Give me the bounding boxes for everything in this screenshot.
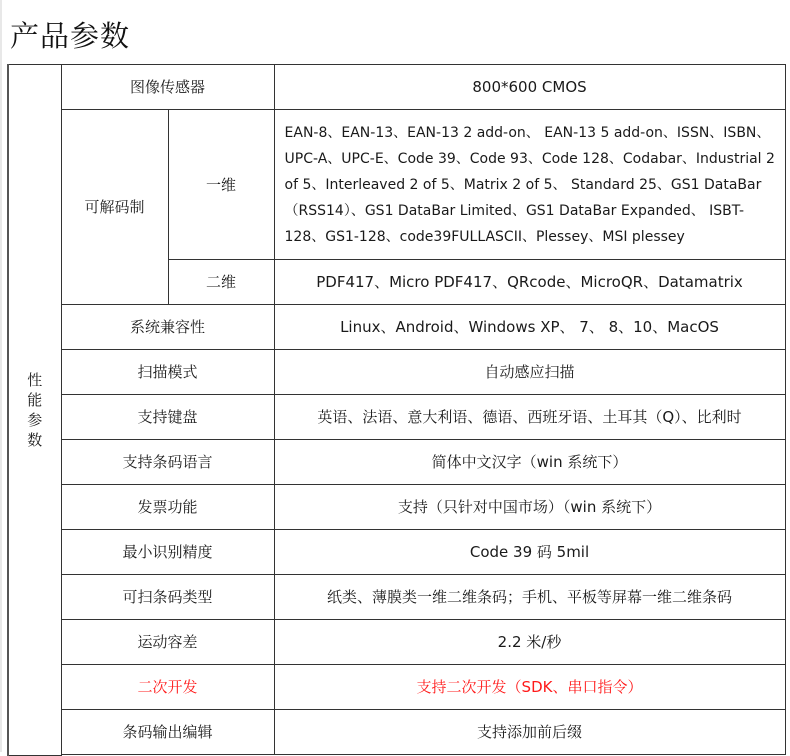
group-label-char: 数 xyxy=(27,430,43,449)
group-label-char: 能 xyxy=(27,390,43,409)
param-label: 发票功能 xyxy=(61,485,274,530)
group-label-performance-params xyxy=(8,65,61,756)
param-value: 支持添加前后缀 xyxy=(274,710,785,755)
param-value-highlight: 支持二次开发（SDK、串口指令） xyxy=(274,665,785,710)
table-row xyxy=(8,710,785,755)
param-label-highlight: 二次开发 xyxy=(61,665,274,710)
table-row xyxy=(8,485,785,530)
param-label: 扫描模式 xyxy=(61,350,274,395)
param-sub-label: 一维 xyxy=(168,110,274,260)
table-row xyxy=(8,395,785,440)
table-row xyxy=(8,575,785,620)
param-label: 支持键盘 xyxy=(61,395,274,440)
table-row xyxy=(8,440,785,485)
param-value: 2.2 米/秒 xyxy=(274,620,785,665)
param-value: 英语、法语、意大利语、德语、西班牙语、土耳其（Q）、比利时 xyxy=(274,395,785,440)
table-row xyxy=(8,620,785,665)
param-label: 可扫条码类型 xyxy=(61,575,274,620)
group-label-char: 性 xyxy=(27,370,43,389)
page-left-border xyxy=(0,0,2,752)
param-value: EAN-8、EAN-13、EAN-13 2 add-on、 EAN-13 5 add-on、ISSN、ISBN、UPC-A、UPC-E、Code 39、Code 93、Code 128、Codabar、Industrial 2 of 5、Interleaved 2 of 5、Matrix 2 of 5、 Standard 25、GS1 DataBar（RSS14）、GS1 DataBar Limited、GS1 DataBar Expanded、 ISBT-128、GS1-128、code39FULLASCII、Plessey、MSI plessey xyxy=(274,110,785,260)
param-label: 支持条码语言 xyxy=(61,440,274,485)
param-value: 纸类、薄膜类一维二维条码；手机、平板等屏幕一维二维条码 xyxy=(274,575,785,620)
param-label: 图像传感器 xyxy=(61,65,274,110)
param-label: 运动容差 xyxy=(61,620,274,665)
group-label-char: 参 xyxy=(27,410,43,429)
table-row xyxy=(8,530,785,575)
table-row-spacer xyxy=(8,755,785,756)
param-value: PDF417、Micro PDF417、QRcode、MicroQR、Datamatrix xyxy=(274,260,785,305)
param-label: 可解码制 xyxy=(61,110,168,305)
table-row xyxy=(8,350,785,395)
param-sub-label: 二维 xyxy=(168,260,274,305)
param-value: Linux、Android、Windows XP、 7、 8、10、MacOS xyxy=(274,305,785,350)
table-row xyxy=(8,65,785,110)
param-value: 简体中文汉字（win 系统下） xyxy=(274,440,785,485)
page-title: 产品参数 xyxy=(10,19,131,53)
table-row xyxy=(8,305,785,350)
param-label: 条码输出编辑 xyxy=(61,710,274,755)
param-value: 支持（只针对中国市场）（win 系统下） xyxy=(274,485,785,530)
table-row xyxy=(8,110,785,260)
param-value: Code 39 码 5mil xyxy=(274,530,785,575)
table-row-highlight xyxy=(8,665,785,710)
param-value: 800*600 CMOS xyxy=(274,65,785,110)
param-value: 自动感应扫描 xyxy=(274,350,785,395)
param-label: 最小识别精度 xyxy=(61,530,274,575)
spec-table xyxy=(7,64,786,756)
param-label: 系统兼容性 xyxy=(61,305,274,350)
spacer-cell xyxy=(61,755,785,756)
